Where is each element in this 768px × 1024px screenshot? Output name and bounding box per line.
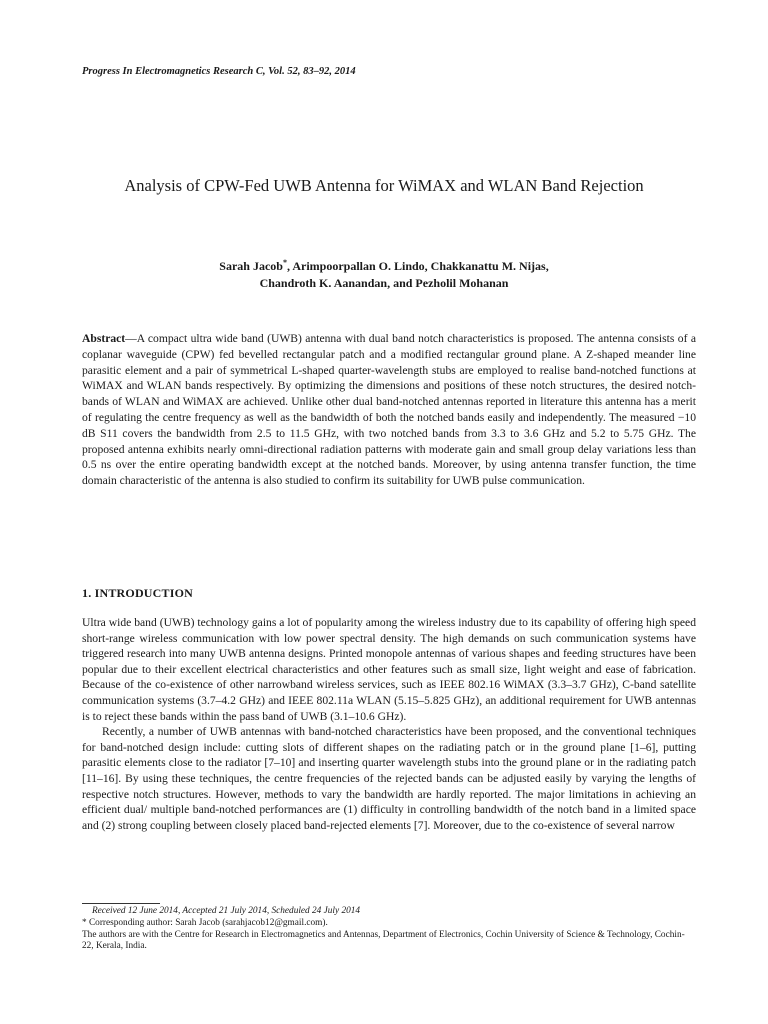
author-line-1-rest: , Arimpoorpallan O. Lindo, Chakkanattu M. Nijas, bbox=[286, 259, 549, 273]
author-line-1 bbox=[100, 254, 668, 275]
author-affiliation: The authors are with the Centre for Research in Electromagnetics and Antennas, Department of Electronics, Cochin University of Science & Technology, Cochin-22, Kerala, India. bbox=[82, 929, 685, 952]
corresponding-author: * Corresponding author: Sarah Jacob (sarahjacob12@gmail.com). bbox=[82, 917, 328, 928]
author-list bbox=[100, 254, 668, 292]
author-line-2: Chandroth K. Aanandan, and Pezholil Mohanan bbox=[259, 276, 509, 290]
footnotes bbox=[82, 906, 696, 953]
abstract bbox=[82, 331, 696, 489]
abstract-text: —A compact ultra wide band (UWB) antenna with dual band notch characteristics is proposed. The antenna consists of a coplanar waveguide (CPW) fed bevelled rectangular patch and a modified rectangular ground plane. A Z-shaped meander line parasitic element and a pair of symmetrical L-shaped quarter-wavelength stubs are employed to realise band-notched functions at WiMAX and WLAN bands respectively. By optimizing the dimensions and positions of these notch structures, the desired notch-bands of WLAN and WiMAX are achieved. Unlike other dual band-notched antennas reported in literature this antenna has a merit of regulating the centre frequency as well as the bandwidth of both the notched bands easily and independently. The measured −10 dB S11 covers the bandwidth from 2.5 to 11.5 GHz, with two notched bands from 3.3 to 3.6 GHz and 5.2 to 5.75 GHz. The proposed antenna exhibits nearly omni-directional radiation patterns with moderate gain and small group delay variations less than 0.5 ns over the entire operating bandwidth except at the notched bands. Moreover, by using antenna transfer function, the time domain characteristic of the antenna is also studied to confirm its suitability for UWB pulse communication. bbox=[82, 332, 696, 488]
abstract-label: Abstract bbox=[82, 332, 126, 345]
received-dates: Received 12 June 2014, Accepted 21 July 2014, Scheduled 24 July 2014 bbox=[92, 906, 361, 916]
section-heading: 1. INTRODUCTION bbox=[82, 586, 194, 600]
paragraph: Ultra wide band (UWB) technology gains a lot of popularity among the wireless industry due to its capability of offering high speed short-range wireless communication with low power spectral density. The high demands on such communication systems have triggered research into many UWB antenna designs. Printed monopole antennas of various shapes and feeding structures have been popular due to their excellent electrical characteristics and other features such as small size, light weight and ease of fabrication. Because of the co-existence of other narrowband wireless services, such as IEEE 802.16 WiMAX (3.3–3.7 GHz), C-band satellite communication systems (3.7–4.2 GHz) and IEEE 802.11a WLAN (5.15–5.825 GHz), an additional requirement for UWB antennas is to reject these bands within the pass band of UWB (3.1–10.6 GHz). bbox=[82, 616, 696, 723]
paragraph: Recently, a number of UWB antennas with band-notched characteristics have been proposed, and the conventional techniques for band-notched design include: cutting slots of different shapes on the radiating patch or in the ground plane [1–6], putting parasitic elements close to the radiator [7–10] and inserting quarter wavelength stubs into the ground plane or in the radiating patch [11–16]. By using these techniques, the centre frequencies of the rejected bands can be adjusted easily by varying the lengths of respective notch structures. However, methods to vary the bandwidth are hardly reported. The major limitations in achieving an efficient dual/ multiple band-notched performances are (1) difficulty in controlling bandwidth of the notch band in a limited space and (2) strong coupling between closely placed band-rejected elements [7]. Moreover, due to the co-existence of several narrow bbox=[82, 725, 696, 832]
first-author: Sarah Jacob bbox=[219, 259, 283, 273]
footnote-divider bbox=[82, 903, 160, 904]
paper-title: Analysis of CPW-Fed UWB Antenna for WiMAX and WLAN Band Rejection bbox=[124, 176, 644, 195]
corresponding-mark: * bbox=[282, 258, 287, 267]
journal-header: Progress In Electromagnetics Research C, Vol. 52, 83–92, 2014 bbox=[82, 66, 356, 77]
introduction-body bbox=[82, 615, 696, 833]
